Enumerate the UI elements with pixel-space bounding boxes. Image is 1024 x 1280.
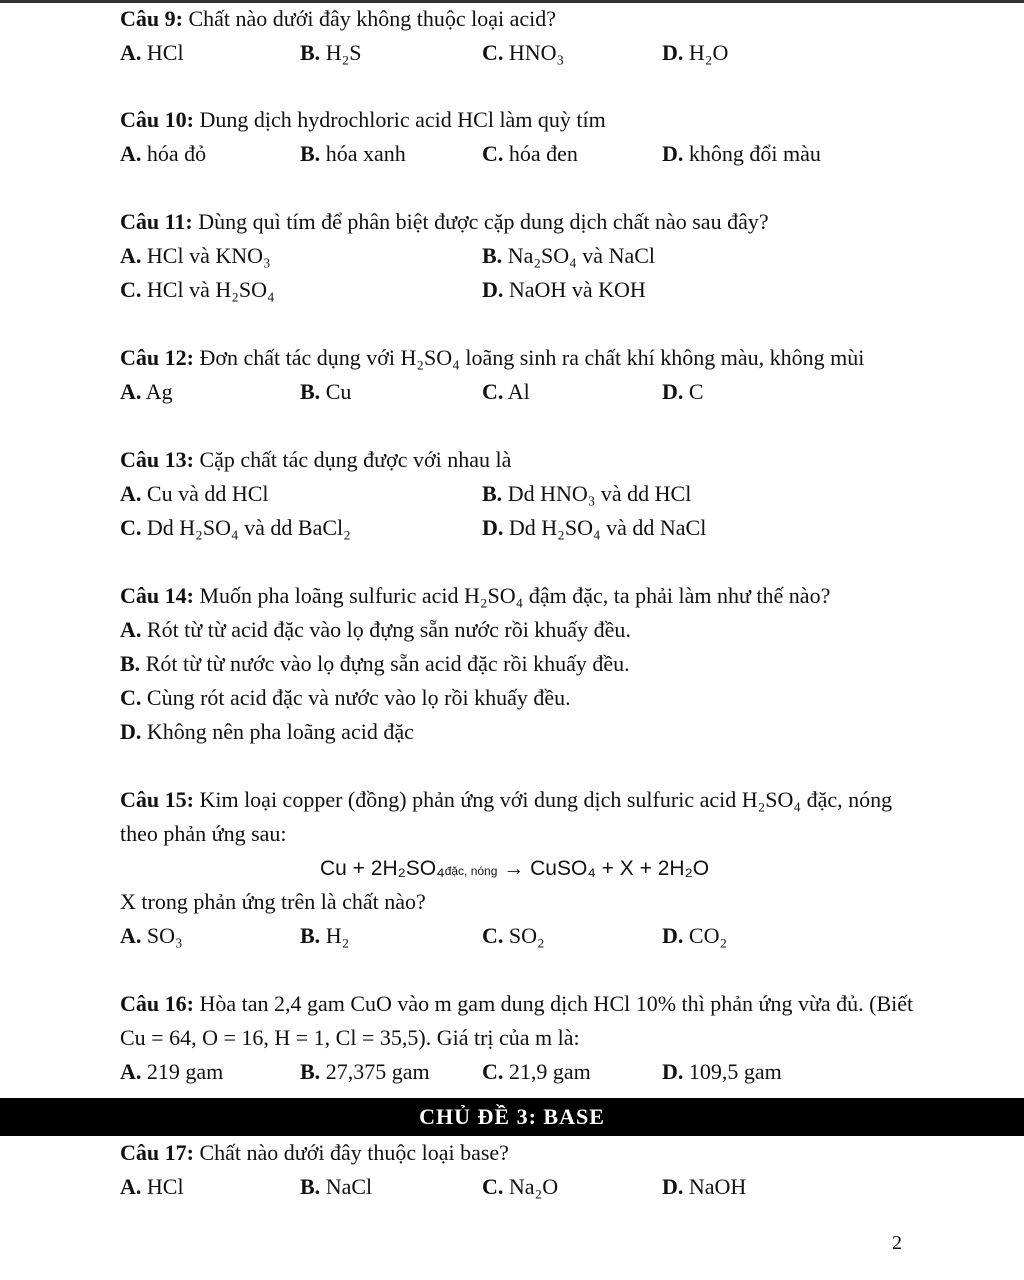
option-d: D. Không nên pha loãng acid đặc — [120, 719, 414, 744]
option-a: A. HCl — [120, 40, 184, 65]
option-a: A. Cu và dd HCl — [120, 481, 269, 506]
option-c: C. Dd H₂SO₄ và dd BaCl₂ — [120, 515, 351, 540]
option-b: B. Rót từ từ nước vào lọ đựng sẵn acid đặc rồi khuấy đều. — [120, 651, 630, 676]
option-a: A. hóa đỏ — [120, 141, 207, 166]
option-b: B. Cu — [300, 379, 352, 404]
question-17-stem: Câu 17: Chất nào dưới đây thuộc loại base? — [120, 1140, 509, 1165]
option-b: B. NaCl — [300, 1174, 373, 1199]
question-15-stem-cont: theo phản ứng sau: — [120, 821, 287, 846]
section-banner: CHỦ ĐỀ 3: BASE — [0, 1098, 1024, 1136]
option-a: A. 219 gam — [120, 1059, 224, 1084]
question-16-stem-cont: Cu = 64, O = 16, H = 1, Cl = 35,5). Giá trị của m là: — [120, 1025, 580, 1050]
option-b: B. Na₂SO₄ và NaCl — [482, 243, 656, 268]
option-b: B. hóa xanh — [300, 141, 406, 166]
option-a: A. SO₃ — [120, 923, 183, 948]
question-10 — [120, 103, 920, 171]
page-number: 2 — [892, 1232, 902, 1254]
question-16-stem: Câu 16: Hòa tan 2,4 gam CuO vào m gam dung dịch HCl 10% thì phản ứng vừa đủ. (Biết — [120, 991, 914, 1016]
option-c: C. Al — [482, 379, 530, 404]
option-a: A. Rót từ từ acid đặc vào lọ đựng sẵn nước rồi khuấy đều. — [120, 617, 631, 642]
option-d: D. C — [662, 379, 704, 404]
question-15 — [120, 783, 920, 851]
question-11-options-row2 — [120, 273, 920, 307]
question-15-options — [120, 919, 920, 953]
question-9-options — [120, 36, 920, 70]
question-11-options-row1 — [120, 239, 920, 273]
question-17-options — [120, 1170, 920, 1204]
option-b: B. Dd HNO₃ và dd HCl — [482, 481, 692, 506]
option-a: A. HCl và KNO₃ — [120, 243, 271, 268]
option-d: D. NaOH và KOH — [482, 277, 646, 302]
option-d: D. NaOH — [662, 1174, 747, 1199]
option-d: D. H₂O — [662, 40, 729, 65]
question-10-stem: Câu 10: Dung dịch hydrochloric acid HCl làm quỳ tím — [120, 107, 606, 132]
question-12-options — [120, 375, 920, 409]
question-13-stem: Câu 13: Cặp chất tác dụng được với nhau là — [120, 447, 512, 472]
question-11-stem: Câu 11: Dùng quì tím để phân biệt được cặp dung dịch chất nào sau đây? — [120, 209, 769, 234]
question-12-stem: Câu 12: Đơn chất tác dụng với H₂SO₄ loãng sinh ra chất khí không màu, không mùi — [120, 345, 865, 370]
question-9 — [120, 2, 920, 70]
option-c: C. SO₂ — [482, 923, 545, 948]
option-b: B. H₂ — [300, 923, 350, 948]
question-13-options-row1 — [120, 477, 920, 511]
option-a: A. Ag — [120, 379, 173, 404]
option-a: A. HCl — [120, 1174, 184, 1199]
question-15-part2 — [120, 885, 920, 953]
question-9-stem: Câu 9: Chất nào dưới đây không thuộc loại acid? — [120, 6, 556, 31]
option-c: C. hóa đen — [482, 141, 578, 166]
question-14-stem: Câu 14: Muốn pha loãng sulfuric acid H₂SO₄ đậm đặc, ta phải làm như thế nào? — [120, 583, 831, 608]
question-16 — [120, 987, 920, 1089]
question-17 — [120, 1136, 920, 1204]
question-10-options — [120, 137, 920, 171]
reaction-equation: Cu + 2H₂SO₄đặc, nóng → CuSO₄ + X + 2H₂O — [320, 857, 710, 880]
question-11 — [120, 205, 920, 307]
question-15-ask: X trong phản ứng trên là chất nào? — [120, 889, 426, 914]
option-d: D. 109,5 gam — [662, 1059, 782, 1084]
question-16-options — [120, 1055, 920, 1089]
option-d: D. Dd H₂SO₄ và dd NaCl — [482, 515, 707, 540]
question-15-stem: Câu 15: Kim loại copper (đồng) phản ứng với dung dịch sulfuric acid H₂SO₄ đặc, nóng — [120, 787, 893, 812]
question-13 — [120, 443, 920, 545]
option-c: C. Cùng rót acid đặc và nước vào lọ rồi khuấy đều. — [120, 685, 571, 710]
question-14 — [120, 579, 920, 749]
option-d: D. CO₂ — [662, 923, 728, 948]
question-12 — [120, 341, 920, 409]
option-c: C. Na₂O — [482, 1174, 559, 1199]
option-c: C. HNO₃ — [482, 40, 565, 65]
option-d: D. không đổi màu — [662, 141, 821, 166]
option-b: B. 27,375 gam — [300, 1059, 430, 1084]
option-c: C. 21,9 gam — [482, 1059, 591, 1084]
option-b: B. H₂S — [300, 40, 362, 65]
question-13-options-row2 — [120, 511, 920, 545]
option-c: C. HCl và H₂SO₄ — [120, 277, 275, 302]
